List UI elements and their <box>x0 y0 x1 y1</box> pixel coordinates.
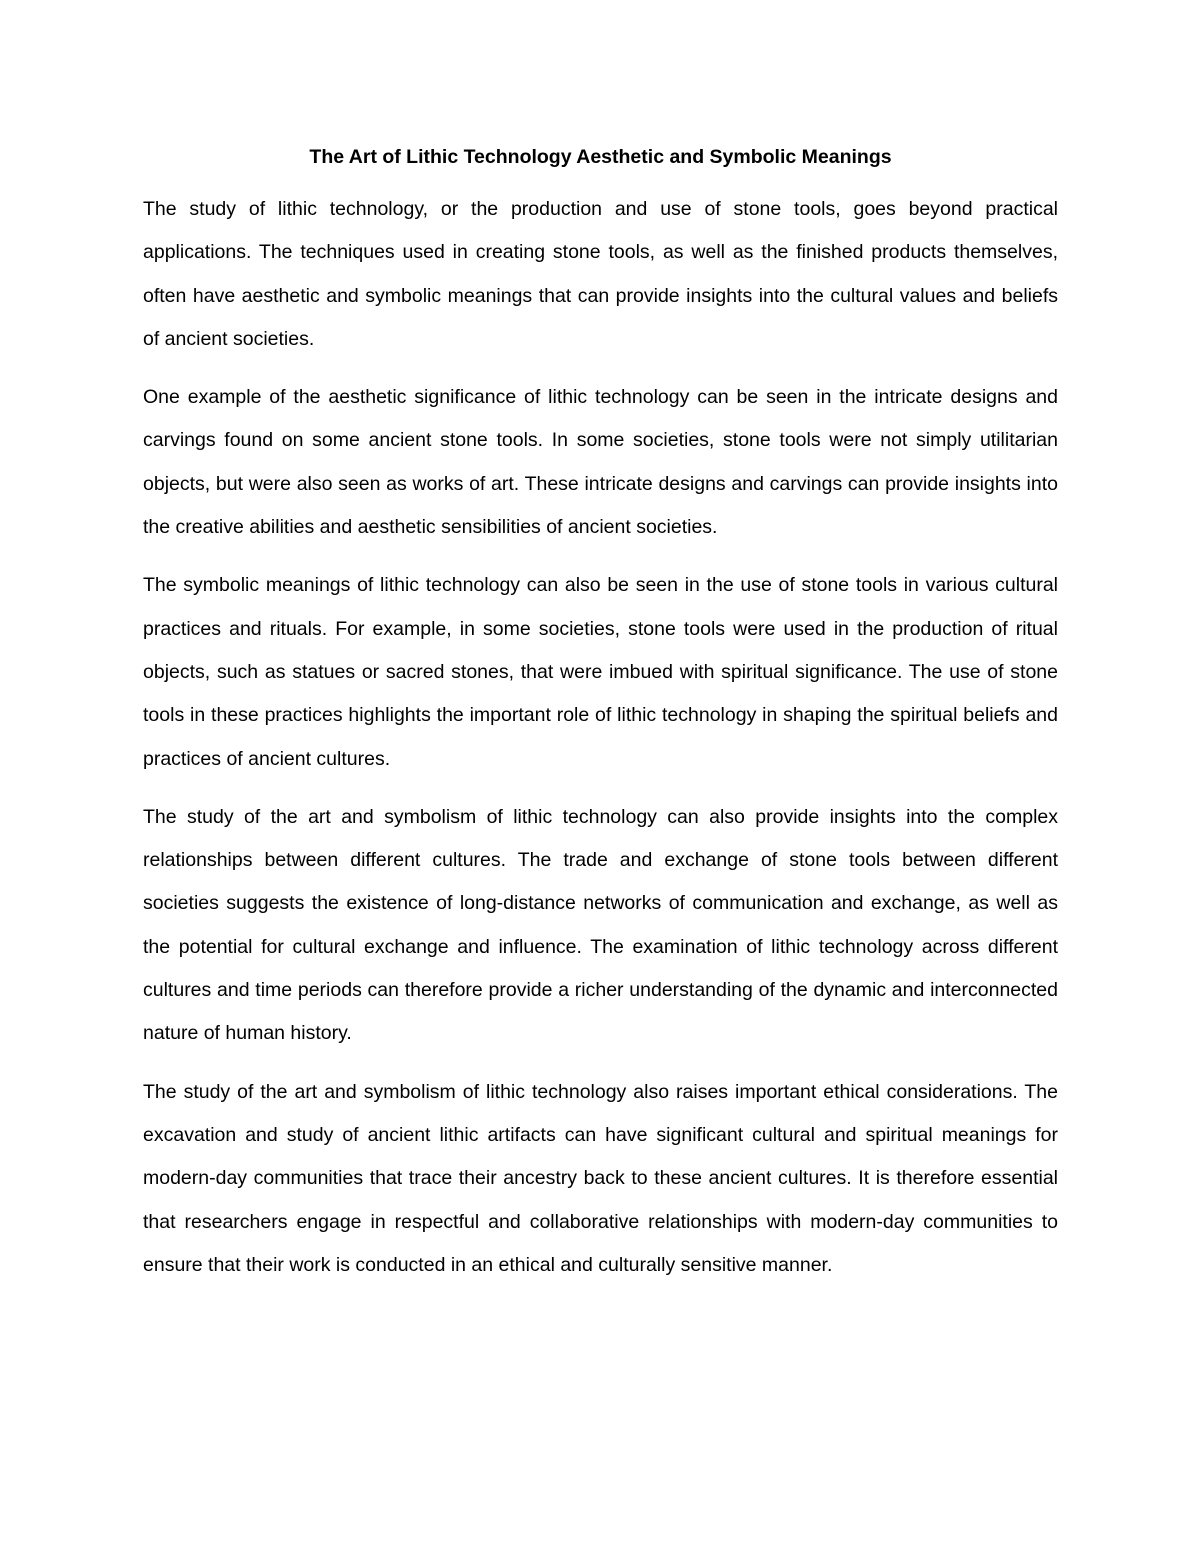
paragraph-2: One example of the aesthetic significance of lithic technology can be seen in the intricate designs and carvings found on some ancient stone tools. In some societies, stone tools were not simply utilitarian objects, but were also seen as works of art. These intricate designs and carvings can provide insights into the creative abilities and aesthetic sensibilities of ancient societies. <box>143 386 1058 539</box>
document-body <box>143 143 1058 1302</box>
paragraph-4: The study of the art and symbolism of lithic technology can also provide insights into the complex relationships between different cultures. The trade and exchange of stone tools between different societies suggests the existence of long-distance networks of communication and exchange, as well as the potential for cultural exchange and influence. The examination of lithic technology across different cultures and time periods can therefore provide a richer understanding of the dynamic and interconnected nature of human history. <box>143 805 1058 1045</box>
paragraph-5: The study of the art and symbolism of lithic technology also raises important ethical considerations. The excavation and study of ancient lithic artifacts can have significant cultural and spiritual meanings for modern-day communities that trace their ancestry back to these ancient cultures. It is therefore essential that researchers engage in respectful and collaborative relationships with modern-day communities to ensure that their work is conducted in an ethical and culturally sensitive manner. <box>143 1080 1058 1276</box>
document-title: The Art of Lithic Technology Aesthetic and Symbolic Meanings <box>309 146 892 168</box>
paragraph-1: The study of lithic technology, or the production and use of stone tools, goes beyond practical applications. The techniques used in creating stone tools, as well as the finished products themselves, often have aesthetic and symbolic meanings that can provide insights into the cultural values and beliefs of ancient societies. <box>143 198 1058 350</box>
paragraph-3: The symbolic meanings of lithic technology can also be seen in the use of stone tools in various cultural practices and rituals. For example, in some societies, stone tools were used in the production of ritual objects, such as statues or sacred stones, that were imbued with spiritual significance. The use of stone tools in these practices highlights the important role of lithic technology in shaping the spiritual beliefs and practices of ancient cultures. <box>143 574 1058 770</box>
